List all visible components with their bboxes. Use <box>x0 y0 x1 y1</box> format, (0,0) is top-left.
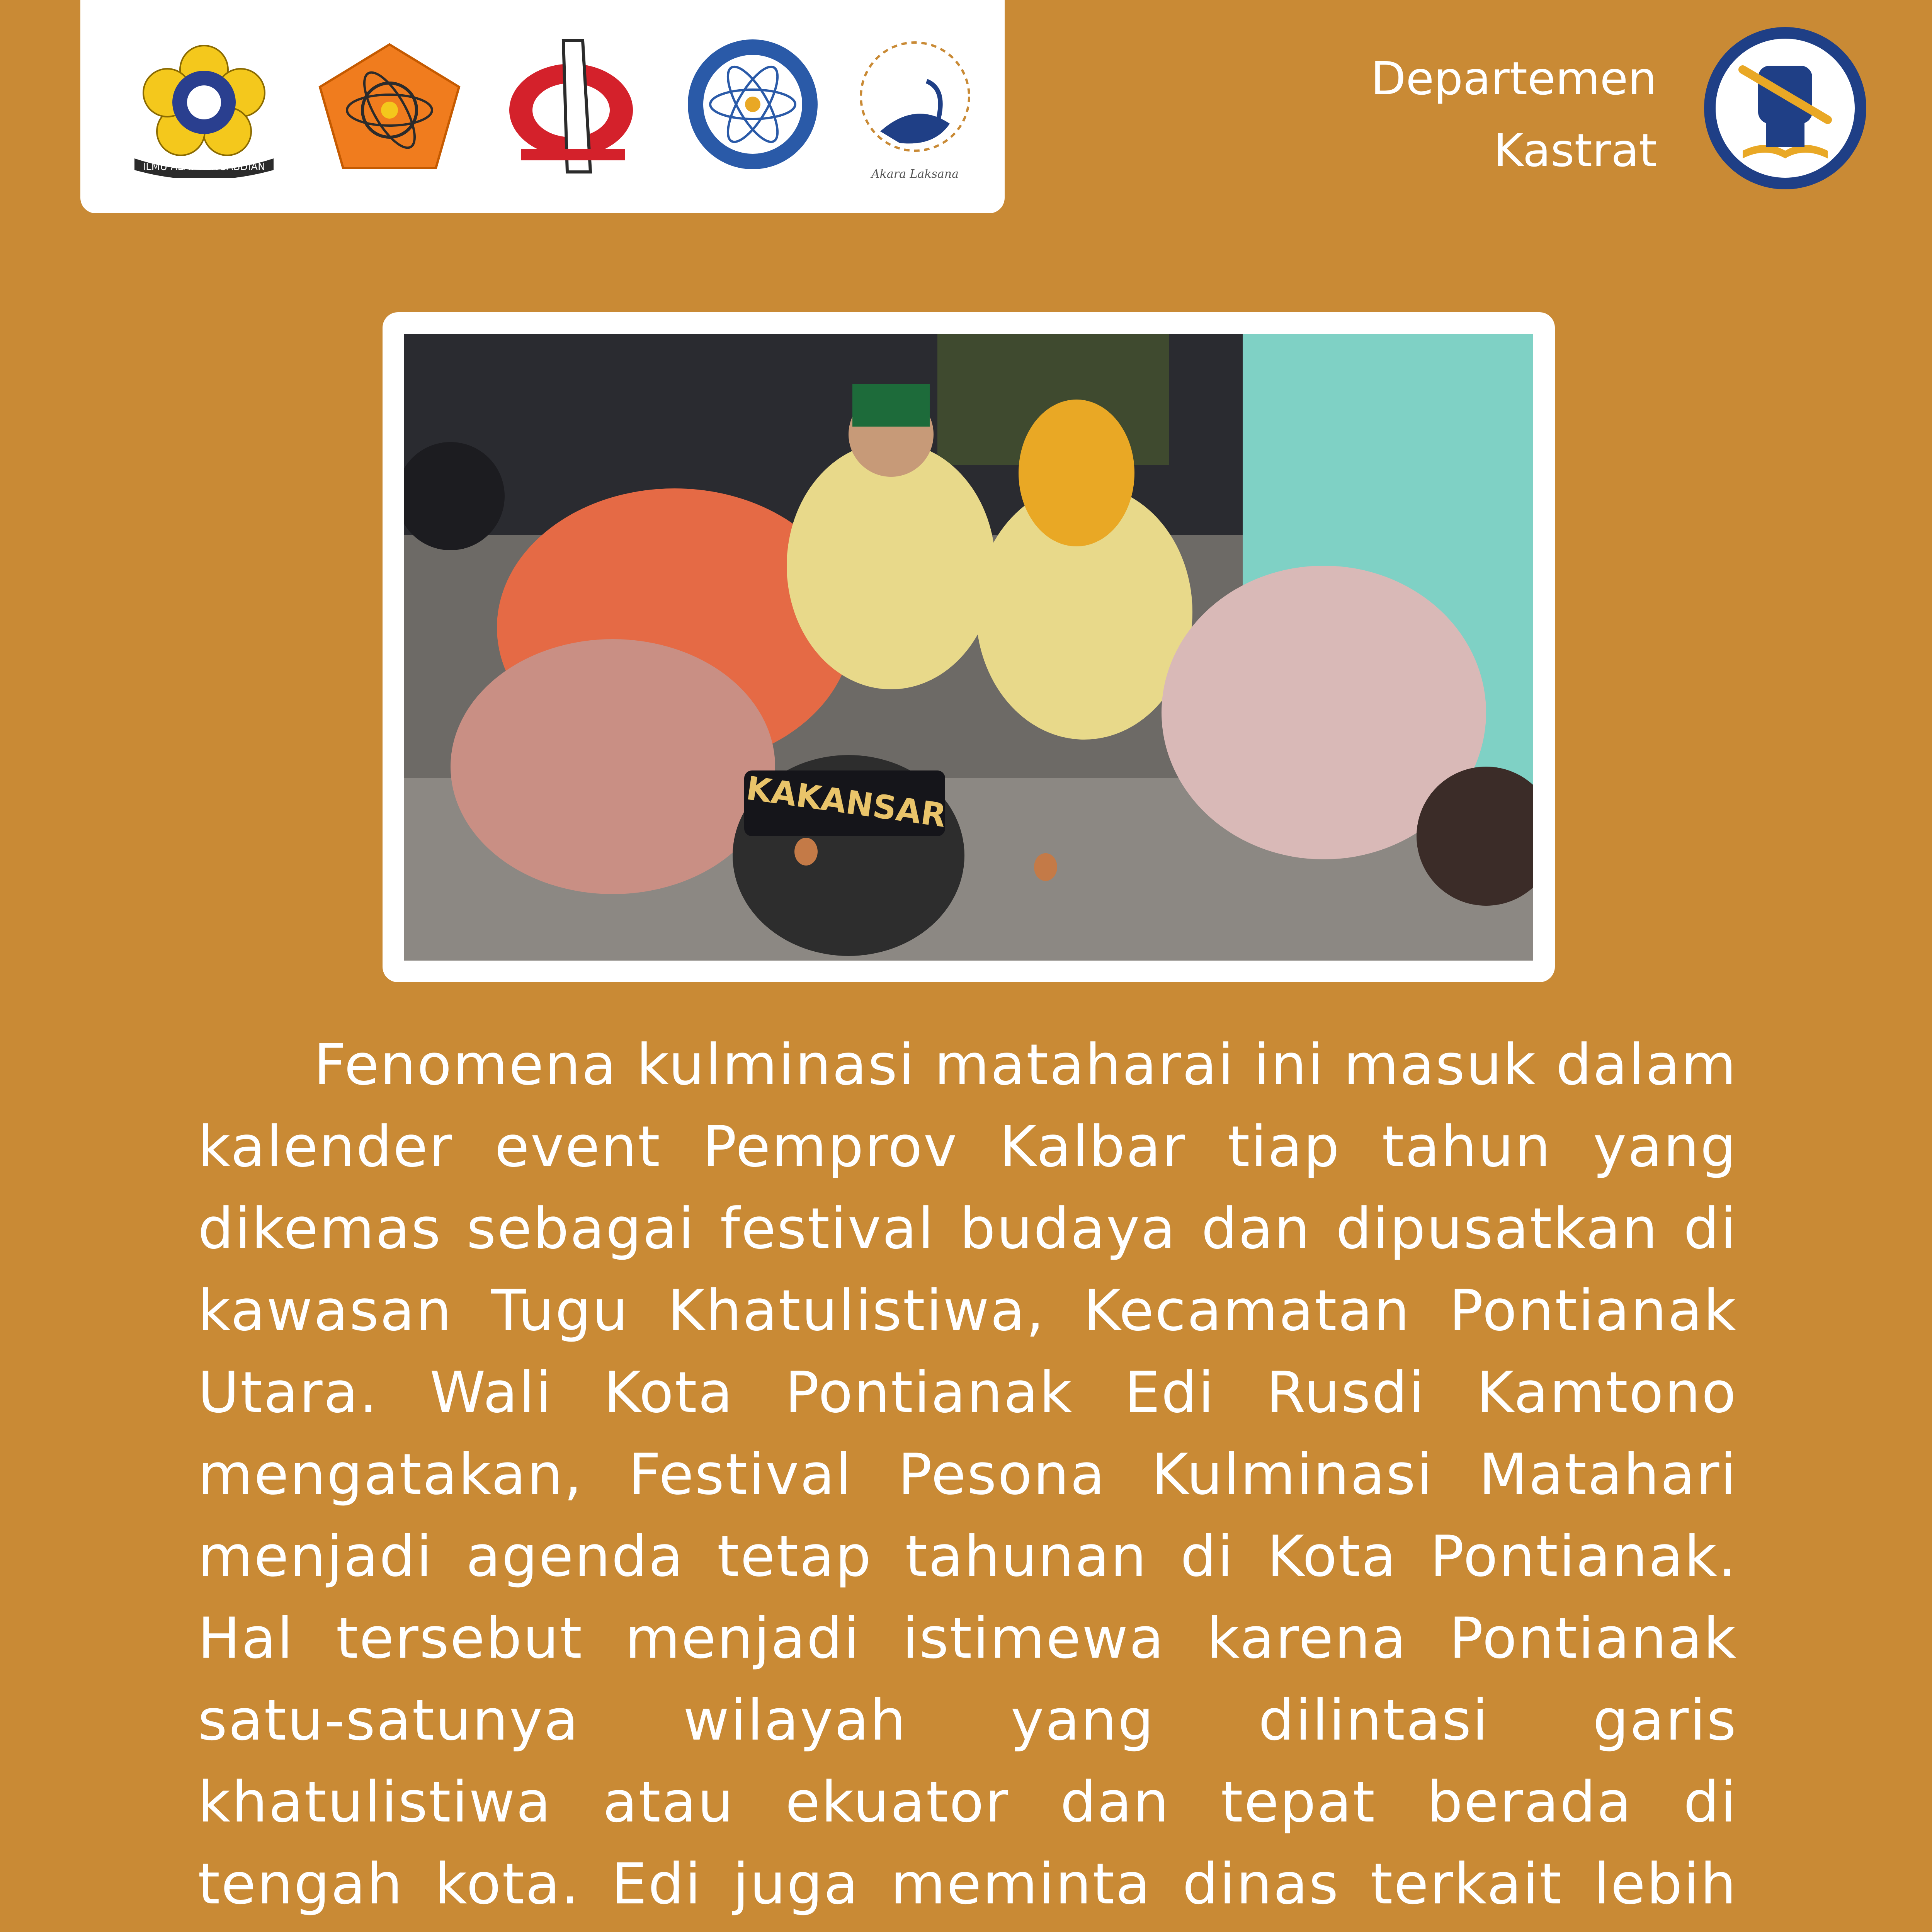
photo-frame <box>383 312 1555 982</box>
himafia-logo <box>683 35 822 174</box>
article-body: Fenomena kulminasi mataharai ini masuk dalam kalender event Pemprov Kalbar tiap tahun yang dikemas sebagai festival budaya dan dipusatkan di kawasan Tugu Khatulistiwa, Kecamatan Pontianak Utara. Wali Kota Pontianak Edi Rusdi Kamtono mengatakan, Festival Pesona Kulminasi Matahari menjadi agenda tetap tahunan di Kota Pontianak. Hal tersebut menjadi istimewa karena Pontianak satu-satunya wilayah yang dilintasi garis khatulistiwa atau ekuator dan tepat berada di tengah kota. Edi juga meminta dinas terkait lebih <box>198 1032 1737 1917</box>
department-line-1: Departemen <box>1371 52 1657 105</box>
unsri-logo-caption: ILMU ALAT PENGABDIAN <box>143 161 265 173</box>
logo-bar <box>80 0 1005 213</box>
akara-laksana-caption: Akara Laksana <box>871 167 959 181</box>
department-line-2: Kastrat <box>1493 124 1657 177</box>
unsri-logo <box>119 35 289 178</box>
akara-laksana-logo <box>849 31 981 185</box>
fist-pen-emblem-icon <box>1700 23 1870 193</box>
department-title <box>1116 43 1657 186</box>
red-emblem-logo <box>498 33 645 180</box>
photo-cap-text: KAKANSAR <box>744 769 949 835</box>
keluarga-mahasiswa-logo <box>316 41 463 172</box>
festival-photo <box>404 334 1533 961</box>
